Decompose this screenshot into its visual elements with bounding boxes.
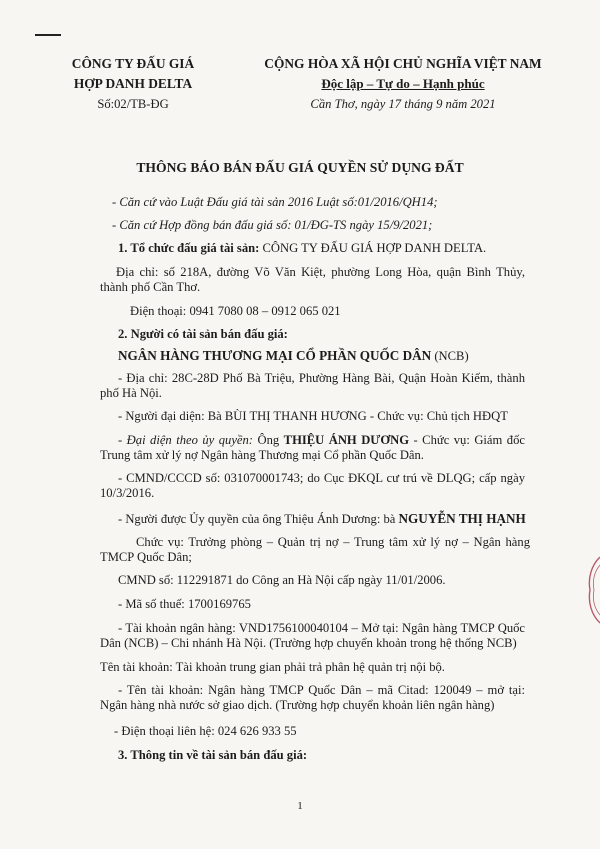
motto: Độc lập – Tự do – Hạnh phúc [321,76,485,91]
company-name-line2: HỢP DANH DELTA [73,76,193,91]
auth-name: THIỆU ÁNH DƯƠNG [283,433,410,447]
page-number: 1 [297,800,303,812]
cmnd2-info: CMND số: 112291871 do Công an Hà Nội cấp ngày 11/01/2006. [118,573,446,587]
section1-line [118,241,486,256]
bank-account: - Tài khoản ngân hàng: VND1756100040104 – Mở tại: Ngân hàng TMCP Quốc Dân (NCB) – Chi nhánh Hà Nội. (Trường hợp chuyển khoản trong hệ thống NCB) [100,621,525,650]
document-title: THÔNG BÁO BÁN ĐẤU GIÁ QUYỀN SỬ DỤNG ĐẤT [136,160,464,175]
section3-heading: 3. Thông tin về tài sản bán đấu giá: [118,748,308,762]
authorized-name: NGUYỄN THỊ HẠNH [398,511,526,526]
bank-representative: - Người đại diện: Bà BÙI THỊ THANH HƯƠNG - Chức vụ: Chủ tịch HĐQT [118,409,508,423]
legal-basis-1: - Căn cứ vào Luật Đấu giá tài sản 2016 Luật số:01/2016/QH14; [112,195,438,209]
legal-basis-2: - Căn cứ Hợp đồng bán đấu giá số: 01/ĐG-TS ngày 15/9/2021; [112,218,433,232]
interbank-account: - Tên tài khoản: Ngân hàng TMCP Quốc Dân – mã Citad: 120049 – mở tại: Ngân hàng nhà nước sở giao dịch. (Trường hợp chuyển khoản liên ngân hàng) [100,683,525,712]
stamp-edge [587,555,600,625]
section1-address: Địa chỉ: số 218A, đường Võ Văn Kiệt, phường Long Hòa, quận Bình Thủy, thành phố Cần Thơ. [100,265,525,294]
bank-address: - Địa chỉ: 28C-28D Phố Bà Triệu, Phường Hàng Bài, Quận Hoàn Kiếm, thành phố Hà Nội. [100,371,525,400]
section2-heading: 2. Người có tài sản bán đấu giá: [118,327,288,341]
authorized-prefix: - Người được Ủy quyền của ông Thiệu Ánh Dương: bà [118,512,399,526]
company-name-line1: CÔNG TY ĐẤU GIÁ [71,56,195,71]
authorized-representative [100,433,525,463]
nation-title: CỘNG HÒA XÃ HỘI CHỦ NGHĨA VIỆT NAM [264,56,542,71]
position-info: Chức vụ: Trưởng phòng – Quản trị nợ – Trung tâm xử lý nợ – Ngân hàng TMCP Quốc Dân; [100,535,530,564]
document-number: Số:02/TB-ĐG [97,97,169,111]
bank-line [118,348,469,364]
contact-phone: - Điện thoại liên hệ: 024 626 933 55 [114,724,297,738]
auth-text1: Ông [253,433,284,447]
corner-mark [35,34,61,36]
bank-name: NGÂN HÀNG THƯƠNG MẠI CỔ PHẦN QUỐC DÂN [118,348,432,363]
cmnd-info: - CMND/CCCD số: 031070001743; do Cục ĐKQL cư trú về DLQG; cấp ngày 10/3/2016. [100,471,525,500]
place-date: Cần Thơ, ngày 17 tháng 9 năm 2021 [310,97,496,111]
account-name: Tên tài khoản: Tài khoản trung gian phải trả phân hệ quản trị nội bộ. [100,660,445,674]
tax-code: - Mã số thuế: 1700169765 [118,597,251,611]
section1-phone: Điện thoại: 0941 7080 08 – 0912 065 021 [130,304,341,318]
auth-text2: - Chức vụ: Giám đốc Trung tâm xử lý nợ Ngân hàng Thương mại Cổ phần Quốc Dân. [100,433,525,462]
authorized-person-line [118,511,526,527]
auth-prefix: - Đại diện theo ủy quyền: [118,433,254,447]
section1-org: CÔNG TY ĐẤU GIÁ HỢP DANH DELTA. [259,241,487,255]
section1-heading: 1. Tổ chức đấu giá tài sản: [118,241,260,255]
bank-abbr: (NCB) [431,349,469,363]
